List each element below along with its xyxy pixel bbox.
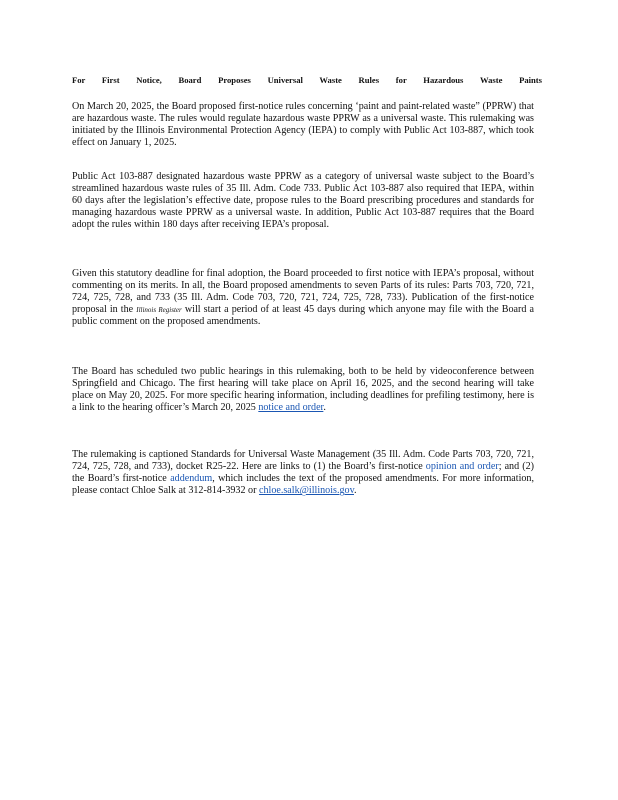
paragraph-text: The rulemaking is captioned Standards for Universal Waste Management (35 Ill. Adm. Code Parts 703, 720, 721, 724, 725, 728, and 733), docket R25-22. Here are links to (1) the Board’s first-notice bbox=[72, 449, 534, 473]
paragraph-text: ; and (2) the Board’s first-notice bbox=[72, 461, 535, 485]
paragraph-public-act: Public Act 103-887 designated hazardous waste PPRW as a category of universal waste subject to the Board’s streamlined hazardous waste rules of 35 Ill. Adm. Code 733. Public Act 103-887 also required that IEPA, within 60 days after the legislation’s effective date, propose rules to the Board prescribing procedures and standards for managing hazardous waste PPRW as a universal waste. In addition, Public Act 103-887 requires that the Board adopt the rules within 180 days after receiving IEPA’s proposal. bbox=[72, 171, 534, 231]
opinion-and-order-link[interactable]: opinion and order bbox=[425, 461, 499, 473]
paragraph-caption bbox=[72, 449, 534, 497]
paragraph-text: . bbox=[323, 402, 326, 414]
paragraph-text: . bbox=[353, 485, 357, 497]
paragraph-hearings bbox=[72, 366, 534, 414]
page-title: For First Notice, Board Proposes Universal Waste Rules for Hazardous Waste Paints bbox=[72, 75, 542, 85]
email-link[interactable]: chloe.salk@illinois.gov bbox=[258, 485, 354, 497]
paragraph-text: Given this statutory deadline for final adoption, the Board proceeded to first notice with IEPA’s proposal, without commenting on its merits. In all, the Board proposed amendments to seven Parts of its rules: Parts 703, 720, 721, 724, 725, 728, and 733 (35 Ill. Adm. Code 703, 720, 721, 724, 725, 728, 733). Publication of the first-notice proposal in the bbox=[72, 268, 534, 316]
paragraph-text: will start a period of at least 45 days during which anyone may file with the Board a public comment on the proposed amendments. bbox=[72, 304, 535, 328]
addendum-link[interactable]: addendum bbox=[170, 473, 213, 485]
paragraph-text: , which includes the text of the proposed amendments. For more information, please contact Chloe Salk at 312-814-3932 or bbox=[72, 473, 534, 497]
illinois-register-name: Illinois Register bbox=[136, 306, 182, 315]
paragraph-text: The Board has scheduled two public hearings in this rulemaking, both to be held by videoconference between Springfield and Chicago. The first hearing will take place on April 16, 2025, and the second hearing will take place on May 20, 2025. For more specific hearing information, including deadlines for prefiling testimony, here is a link to the hearing officer’s March 20, 2025 bbox=[72, 366, 534, 414]
notice-and-order-link[interactable]: notice and order bbox=[258, 402, 324, 414]
paragraph-intro: On March 20, 2025, the Board proposed first-notice rules concerning ‘paint and paint-related waste” (PPRW) that are hazardous waste. The rules would regulate hazardous waste PPRW as a universal waste. This rulemaking was initiated by the Illinois Environmental Protection Agency (IEPA) to comply with Public Act 103-887, which took effect on January 1, 2025. bbox=[72, 101, 534, 149]
paragraph-first-notice bbox=[72, 268, 534, 328]
